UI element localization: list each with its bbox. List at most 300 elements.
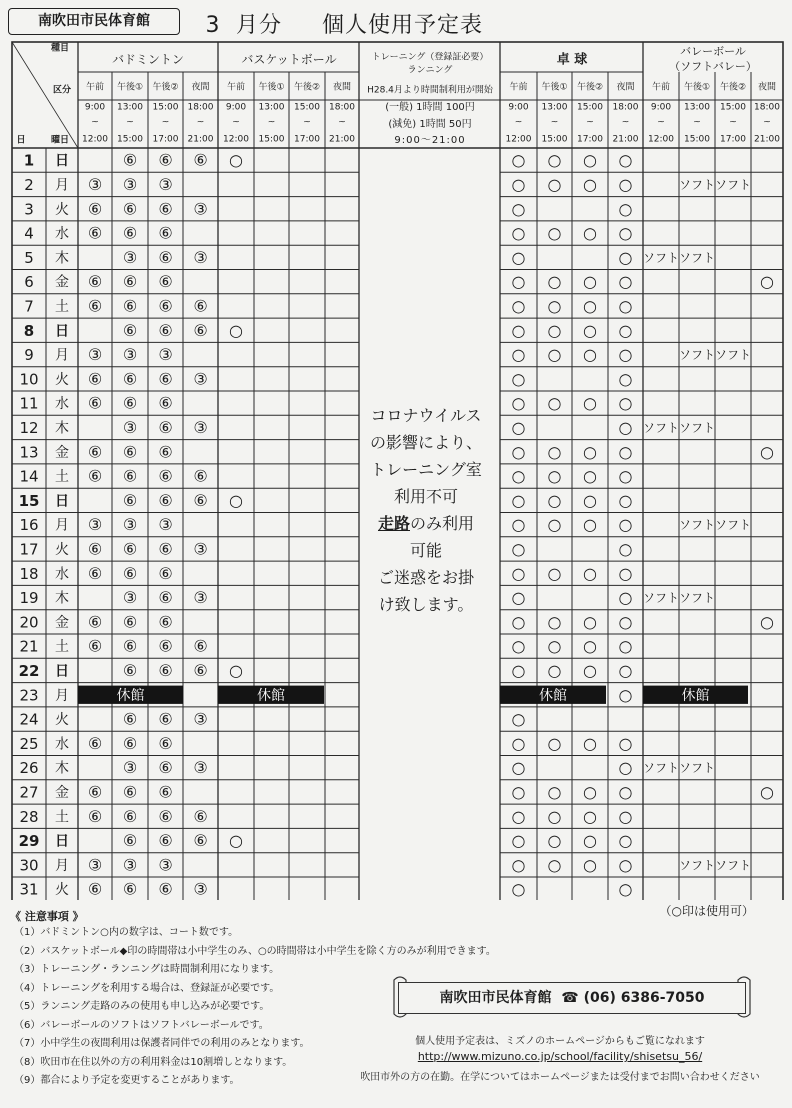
day-number: 7 (24, 297, 34, 316)
weekday: 土 (55, 469, 69, 486)
weekday: 木 (55, 420, 69, 437)
time-from: 18:00 (754, 102, 780, 113)
availability-mark: ○ (511, 199, 526, 219)
announcement-line: トレーニング室 (370, 460, 482, 479)
time-tilde: ~ (514, 117, 523, 128)
day-number: 20 (19, 613, 39, 632)
availability-mark: ○ (618, 466, 633, 486)
availability-mark: ⑥ (122, 733, 138, 753)
availability-mark: ○ (583, 296, 597, 316)
availability-mark: ③ (122, 515, 138, 535)
availability-mark: ⑥ (193, 660, 208, 680)
time-tilde: ~ (338, 117, 346, 128)
availability-mark: ○ (618, 806, 633, 826)
note-item: （8）吹田市在住以外の方の利用料金は10割増しとなります。 (14, 1056, 293, 1068)
availability-mark: ⑥ (87, 636, 103, 656)
availability-mark: ○ (618, 247, 633, 267)
notes-title: 《 注意事項 》 (10, 910, 84, 923)
availability-mark: ③ (193, 539, 208, 559)
weekday: 金 (55, 784, 69, 801)
corner-label-day: 日 (16, 135, 26, 146)
availability-mark: ○ (547, 515, 562, 535)
soft-volley-mark: ソフト (714, 518, 752, 533)
sport-header-softvolley: （ソフトバレー） (669, 60, 757, 73)
weekday: 日 (55, 663, 69, 680)
availability-mark: ⑥ (158, 490, 173, 510)
day-number: 23 (19, 686, 39, 705)
availability-mark: ③ (122, 588, 138, 608)
availability-mark: ○ (618, 539, 633, 559)
weekday: 金 (55, 444, 69, 461)
period-header: 午後① (683, 82, 711, 93)
soft-volley-mark: ソフト (714, 858, 752, 873)
sport-header-tabletennis: 卓 球 (556, 52, 588, 68)
weekday: 日 (55, 323, 69, 340)
sport-header-training: トレーニング（登録証必要） (371, 52, 489, 63)
closed-label: 休館 (116, 687, 145, 704)
weekday: 土 (55, 809, 69, 826)
period-header: 午後① (541, 82, 568, 93)
availability-mark: ○ (618, 345, 633, 365)
day-number: 8 (23, 321, 35, 340)
weekday: 火 (55, 201, 69, 218)
time-tilde: ~ (693, 117, 701, 128)
availability-mark: ⑥ (122, 563, 138, 583)
sport-header-badminton: バドミントン (112, 52, 184, 67)
training-info-line: H28.4月より時間制利用が開始 (367, 85, 493, 96)
availability-mark: ⑥ (87, 563, 103, 583)
availability-mark: ○ (511, 636, 526, 656)
availability-mark: ⑥ (158, 442, 173, 462)
availability-mark: ○ (547, 855, 562, 875)
availability-mark: ○ (583, 636, 597, 656)
day-number: 31 (19, 880, 39, 899)
sport-header-basketball: バスケットボール (241, 52, 337, 67)
time-to: 21:00 (754, 134, 780, 145)
time-tilde: ~ (91, 117, 99, 128)
availability-mark: ○ (618, 758, 633, 778)
period-header: 午前 (226, 82, 246, 93)
availability-mark: ③ (158, 174, 173, 194)
availability-mark: ○ (511, 831, 526, 851)
announcement-line: コロナウイルス (370, 406, 482, 425)
availability-mark: ○ (511, 466, 526, 486)
availability-mark: ○ (547, 636, 562, 656)
availability-mark: ○ (583, 442, 597, 462)
time-to: 12:00 (223, 134, 249, 145)
availability-mark: ⑥ (87, 612, 103, 632)
time-to: 21:00 (187, 134, 214, 145)
availability-mark: ○ (547, 150, 562, 170)
period-header: 午前 (651, 82, 671, 93)
availability-mark: ○ (511, 660, 526, 680)
availability-mark: ③ (122, 417, 138, 437)
availability-mark: ○ (618, 490, 633, 510)
availability-mark: ⑥ (87, 879, 103, 899)
availability-mark: ○ (511, 442, 526, 462)
availability-mark: ⑥ (122, 199, 138, 219)
availability-mark: ⑥ (158, 320, 173, 340)
availability-mark: ○ (229, 150, 243, 170)
time-tilde: ~ (161, 117, 170, 128)
availability-mark: ○ (511, 782, 526, 802)
availability-mark: ○ (583, 831, 597, 851)
availability-mark: ○ (547, 733, 562, 753)
sport-header-running: ランニング (407, 65, 453, 76)
soft-volley-mark: ソフト (642, 420, 680, 435)
soft-volley-mark: ソフト (714, 348, 752, 363)
time-from: 18:00 (612, 102, 639, 113)
availability-mark: ③ (193, 758, 208, 778)
announcement-line: の影響により、 (369, 433, 482, 452)
time-to: 12:00 (82, 134, 108, 145)
availability-mark: ⑥ (193, 806, 208, 826)
availability-mark: ○ (618, 660, 633, 680)
title-month: 3 (205, 13, 221, 38)
note-item: （3）トレーニング・ランニングは時間制利用になります。 (14, 964, 280, 975)
availability-mark: ③ (193, 879, 208, 899)
time-to: 15:00 (684, 134, 710, 145)
availability-mark: ⑥ (158, 758, 173, 778)
time-from: 9:00 (650, 102, 672, 113)
availability-mark: ○ (511, 223, 526, 243)
availability-mark: ○ (511, 393, 526, 413)
day-number: 9 (24, 346, 34, 365)
availability-mark: ⑥ (122, 636, 138, 656)
availability-mark: ○ (618, 369, 633, 389)
time-to: 15:00 (258, 134, 285, 145)
time-from: 13:00 (684, 102, 710, 113)
availability-mark: ○ (547, 223, 562, 243)
day-number: 10 (19, 370, 39, 389)
availability-mark: ○ (618, 733, 633, 753)
availability-mark: ○ (229, 660, 243, 680)
time-from: 15:00 (720, 102, 746, 113)
availability-mark: ○ (547, 612, 562, 632)
soft-volley-mark: ソフト (678, 591, 716, 606)
soft-volley-mark: ソフト (678, 420, 716, 435)
availability-mark: ○ (547, 806, 562, 826)
availability-mark: ⑥ (158, 563, 173, 583)
availability-mark: ○ (583, 150, 597, 170)
closed-label: 休館 (681, 687, 710, 704)
weekday: 日 (55, 493, 69, 510)
availability-mark: ○ (547, 831, 562, 851)
period-header: 午後② (152, 82, 179, 93)
availability-mark: ⑥ (122, 879, 138, 899)
day-number: 17 (19, 540, 39, 559)
availability-mark: ○ (547, 272, 562, 292)
availability-mark: ○ (547, 296, 562, 316)
availability-mark: ⑥ (158, 247, 173, 267)
availability-mark: ⑥ (158, 466, 173, 486)
availability-mark: ⑥ (193, 490, 208, 510)
availability-mark: ○ (511, 515, 526, 535)
availability-mark: ○ (618, 174, 633, 194)
time-to: 17:00 (152, 134, 179, 145)
availability-mark: ⑥ (158, 272, 173, 292)
availability-mark: ○ (229, 490, 243, 510)
availability-mark: ○ (511, 709, 526, 729)
availability-mark: ○ (583, 490, 597, 510)
closed-label: 休館 (539, 687, 567, 704)
availability-mark: ○ (618, 855, 633, 875)
day-number: 14 (19, 467, 39, 486)
availability-mark: ○ (583, 733, 597, 753)
training-info-line: (減免) 1時間 50円 (388, 119, 472, 130)
availability-mark: ○ (511, 612, 526, 632)
availability-mark: ③ (193, 369, 208, 389)
weekday: 火 (55, 371, 69, 388)
availability-mark: ○ (618, 588, 633, 608)
availability-mark: ○ (511, 296, 526, 316)
availability-mark: ⑥ (122, 296, 138, 316)
time-tilde: ~ (729, 117, 737, 128)
day-number: 3 (24, 200, 34, 219)
availability-mark: ⑥ (122, 782, 138, 802)
availability-mark: ⑥ (158, 612, 173, 632)
period-header: 午後① (258, 82, 285, 93)
note-item: （4）トレーニングを利用する場合は、登録証が必要です。 (14, 982, 280, 994)
availability-mark: ③ (193, 417, 208, 437)
availability-mark: ○ (511, 539, 526, 559)
availability-mark: ○ (583, 466, 597, 486)
soft-volley-mark: ソフト (678, 348, 716, 363)
weekday: 月 (55, 857, 69, 874)
availability-mark: ○ (583, 320, 597, 340)
availability-mark: ○ (618, 272, 633, 292)
announcement-line: 可能 (409, 541, 442, 560)
availability-mark: ○ (511, 563, 526, 583)
time-from: 13:00 (258, 102, 285, 113)
availability-mark: ○ (583, 345, 597, 365)
availability-mark: ○ (511, 272, 526, 292)
closed-label: 休館 (257, 687, 285, 704)
availability-mark: ③ (193, 247, 208, 267)
availability-mark: ○ (511, 855, 526, 875)
availability-mark: ⑥ (87, 223, 103, 243)
availability-mark: ○ (511, 369, 526, 389)
availability-mark: ③ (158, 515, 173, 535)
time-to: 21:00 (329, 134, 355, 145)
availability-mark: ⑥ (158, 369, 173, 389)
availability-mark: ⑥ (122, 466, 138, 486)
availability-mark: ③ (122, 855, 138, 875)
availability-mark: ○ (511, 150, 526, 170)
time-tilde: ~ (232, 117, 240, 128)
time-to: 12:00 (648, 134, 674, 145)
soft-volley-mark: ソフト (678, 177, 716, 192)
availability-mark: ○ (618, 831, 633, 851)
availability-mark: ⑥ (158, 879, 173, 899)
availability-mark: ○ (760, 272, 774, 292)
day-number: 22 (18, 661, 40, 680)
day-number: 12 (19, 418, 39, 437)
availability-mark: ○ (583, 660, 597, 680)
weekday: 月 (55, 347, 69, 364)
time-tilde: ~ (126, 117, 134, 128)
availability-mark: ○ (511, 758, 526, 778)
availability-mark: ⑥ (158, 296, 173, 316)
availability-mark: ○ (618, 515, 633, 535)
sport-header-volleyball: バレーボール (680, 45, 746, 58)
availability-mark: ⑥ (122, 393, 138, 413)
soft-volley-mark: ソフト (678, 518, 716, 533)
weekday: 月 (55, 517, 69, 534)
weekday: 木 (55, 760, 69, 777)
weekday: 火 (55, 541, 69, 558)
availability-mark: ⑥ (193, 831, 208, 851)
weekday: 水 (55, 736, 69, 753)
availability-mark: ○ (547, 320, 562, 340)
availability-mark: ⑥ (193, 296, 208, 316)
note-item: （2）バスケットボール◆印の時間帯は小中学生のみ、○の時間帯は小中学生を除く方のみが利用できます。 (14, 945, 496, 957)
weekday: 金 (55, 274, 69, 291)
availability-mark: ○ (511, 490, 526, 510)
weekday: 水 (55, 226, 69, 243)
time-from: 15:00 (152, 102, 179, 113)
availability-mark: ③ (122, 174, 138, 194)
footer-text: 個人使用予定表は、ミズノのホームページからもご覧になれます (415, 1036, 705, 1047)
day-number: 28 (19, 807, 39, 826)
time-to: 21:00 (612, 134, 639, 145)
note-item: （6）バレーボールのソフトはソフトバレーボールです。 (14, 1019, 269, 1031)
period-header: 午前 (85, 82, 105, 93)
availability-mark: ○ (547, 466, 562, 486)
availability-mark: ⑥ (158, 539, 173, 559)
availability-mark: ○ (547, 782, 562, 802)
time-to: 12:00 (505, 134, 532, 145)
note-item: （5）ランニング走路のみの使用も申し込みが必要です。 (14, 1001, 270, 1012)
time-from: 13:00 (541, 102, 568, 113)
availability-mark: ③ (87, 855, 103, 875)
soft-volley-mark: ソフト (642, 250, 680, 265)
availability-mark: ○ (583, 223, 597, 243)
period-header: 午後② (293, 82, 321, 93)
availability-mark: ⑥ (122, 490, 138, 510)
soft-volley-mark: ソフト (642, 761, 680, 776)
day-number: 30 (19, 856, 39, 875)
availability-mark: ③ (87, 174, 103, 194)
corner-label-division: 区分 (52, 85, 72, 96)
weekday: 木 (55, 590, 69, 607)
availability-mark: ⑥ (122, 709, 138, 729)
time-from: 18:00 (187, 102, 214, 113)
training-info-line: 9:00～21:00 (394, 135, 466, 146)
announcement-line: け致します。 (378, 595, 474, 614)
availability-mark: ○ (583, 806, 597, 826)
availability-mark: ⑥ (122, 539, 138, 559)
time-from: 9:00 (508, 102, 529, 113)
availability-mark: ○ (618, 782, 633, 802)
weekday: 水 (55, 396, 69, 413)
availability-mark: ○ (618, 393, 633, 413)
availability-mark: ○ (618, 296, 633, 316)
time-tilde: ~ (657, 117, 665, 128)
time-to: 15:00 (541, 134, 568, 145)
availability-mark: ⑥ (158, 636, 173, 656)
availability-mark: ⑥ (158, 831, 173, 851)
weekday: 火 (55, 882, 69, 899)
period-header: 夜間 (332, 82, 352, 93)
period-header: 夜間 (191, 82, 210, 93)
period-header: 午後② (576, 82, 604, 93)
weekday: 日 (55, 153, 69, 170)
availability-mark: ○ (511, 247, 526, 267)
availability-mark: ⑥ (122, 150, 138, 170)
weekday: 土 (55, 298, 69, 315)
day-number: 16 (19, 516, 39, 535)
availability-mark: ○ (618, 442, 633, 462)
availability-mark: ⑥ (87, 539, 103, 559)
day-number: 13 (19, 443, 39, 462)
availability-mark: ⑥ (158, 199, 173, 219)
availability-mark: ○ (511, 174, 526, 194)
announcement-line: 利用不可 (393, 487, 458, 506)
availability-mark: ○ (583, 515, 597, 535)
soft-volley-mark: ソフト (678, 858, 716, 873)
contact-banner (392, 974, 752, 1020)
corner-label-category: 種目 (50, 43, 70, 54)
day-number: 6 (24, 273, 34, 292)
availability-mark: ○ (760, 782, 774, 802)
availability-mark: ⑥ (158, 709, 173, 729)
availability-mark: ○ (547, 490, 562, 510)
phone-icon: ☎ (561, 990, 579, 1006)
availability-mark: ③ (193, 588, 208, 608)
contact-venue-name: 南吹田市民体育館 (439, 990, 552, 1006)
availability-mark: ○ (547, 345, 562, 365)
availability-mark: ○ (583, 782, 597, 802)
availability-mark: ⑥ (193, 320, 208, 340)
availability-mark: ⑥ (87, 782, 103, 802)
note-item: （9）都合により予定を変更することがあります。 (14, 1075, 240, 1086)
availability-mark: ○ (511, 588, 526, 608)
soft-volley-mark: ソフト (678, 250, 716, 265)
availability-mark: ○ (618, 320, 633, 340)
soft-volley-mark: ソフト (642, 591, 680, 606)
time-from: 9:00 (84, 102, 106, 113)
availability-mark: ⑥ (122, 806, 138, 826)
note-item: （1）バドミントン○内の数字は、コート数です。 (14, 927, 239, 938)
availability-mark: ⑥ (193, 466, 208, 486)
time-tilde: ~ (196, 117, 205, 128)
day-number: 19 (19, 589, 39, 608)
contact-phone[interactable]: (06) 6386-7050 (583, 990, 705, 1006)
availability-mark: ③ (122, 247, 138, 267)
soft-volley-mark: ソフト (714, 177, 752, 192)
availability-mark: ⑥ (87, 466, 103, 486)
availability-mark: ○ (511, 733, 526, 753)
day-number: 5 (24, 248, 34, 267)
availability-mark: ○ (547, 660, 562, 680)
availability-mark: ○ (583, 612, 597, 632)
time-tilde: ~ (621, 117, 630, 128)
availability-mark: ○ (511, 806, 526, 826)
note-item: （7）小中学生の夜間利用は保護者同伴での利用のみとなります。 (14, 1038, 310, 1049)
announcement-rest: のみ利用 (410, 514, 475, 533)
availability-mark: ○ (511, 320, 526, 340)
announcement-line: ご迷惑をお掛 (377, 568, 474, 587)
time-from: 15:00 (294, 102, 320, 113)
time-tilde: ~ (763, 117, 771, 128)
availability-mark: ⑥ (158, 733, 173, 753)
time-from: 13:00 (117, 102, 143, 113)
availability-mark: ⑥ (193, 636, 208, 656)
availability-mark: ○ (511, 417, 526, 437)
footer-url-link[interactable]: http://www.mizuno.co.jp/school/facility/shisetsu_56/ (417, 1050, 703, 1063)
weekday: 金 (55, 614, 69, 631)
